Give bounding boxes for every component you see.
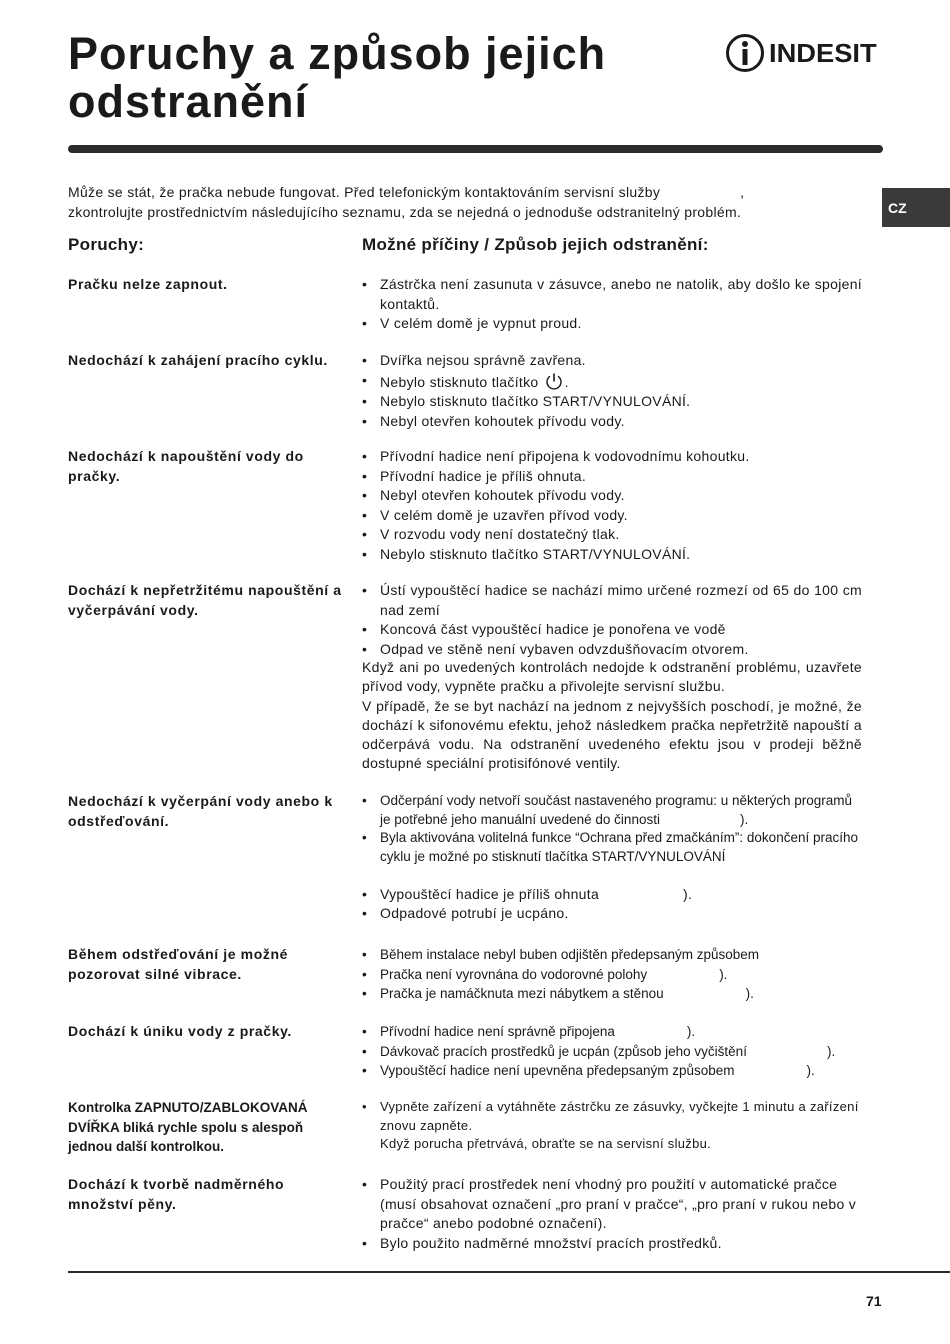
cause-list	[362, 581, 862, 659]
problem-label: Nedochází k vyčerpání vody anebo k odstřeďování.	[68, 793, 333, 829]
problem-label: Kontrolka ZAPNUTO/ZABLOKOVANÁ DVÍŘKA bliká rychle spolu s alespoň jednou další kontrolkou.	[68, 1100, 308, 1154]
cause-text: Přívodní hadice není správně připojena	[380, 1024, 615, 1039]
cause-item	[362, 1042, 862, 1062]
cause-text: Vypouštěcí hadice není upevněna předepsaným způsobem	[380, 1063, 735, 1078]
logo-wordmark: INDESIT	[769, 38, 877, 68]
cause-item: • Dvířka nejsou správně zavřena.	[362, 351, 862, 371]
cause-note-block	[362, 658, 862, 774]
cause-text-end: ).	[745, 986, 754, 1001]
page-title	[68, 30, 708, 126]
intro-paragraph	[68, 183, 828, 222]
cause-item: • Během instalace nebyl buben odjištěn předepsaným způsobem	[362, 945, 862, 965]
cause-text-end: ).	[719, 966, 728, 982]
cause-item	[362, 885, 862, 904]
intro-line-1: Může se stát, že pračka nebude fungovat. Před telefonickým kontaktováním servisní služby	[68, 184, 661, 200]
cause-text: Dávkovač pracích prostředků je ucpán (způsob jeho vyčištění	[380, 1043, 747, 1059]
cause-item: • Odpad ve stěně není vybaven odvzdušňovacím otvorem.	[362, 640, 862, 660]
intro-line-1-end: ,	[740, 184, 745, 200]
cause-item: • Koncová část vypouštěcí hadice je ponořena ve vodě	[362, 620, 862, 640]
causes-column-heading: Možné příčiny / Způsob jejich odstranění:	[362, 235, 709, 254]
cause-item: • V celém domě je uzavřen přívod vody.	[362, 506, 862, 526]
title-line-2: odstranění	[68, 76, 309, 127]
cause-item: • Nebyl otevřen kohoutek přívodu vody.	[362, 412, 862, 432]
language-tab-label: CZ	[888, 199, 907, 216]
cause-item	[362, 1061, 862, 1081]
cause-item: • Přívodní hadice není připojena k vodovodnímu kohoutku.	[362, 447, 862, 467]
cause-item: • Použitý prací prostředek není vhodný pro použití v automatické pračce (musí obsahovat označení „pro praní v pračce“, „pro praní v rukou nebo v pračce“ anebo podobné označení).	[362, 1175, 862, 1234]
cause-item	[362, 984, 862, 1004]
cause-item	[362, 965, 862, 985]
problem-label: Nedochází k zahájení pracího cyklu.	[68, 352, 328, 368]
cause-note: V případě, že se byt nachází na jednom z nejvyšších poschodí, je možné, že dochází k sifonovému efektu, jehož následkem pračka nepřetržitě napouští a odčerpává vodu. Na odstranění uvedeného efektu jsou v prodeji běžně dostupné speciální protisifónové ventily.	[362, 697, 862, 772]
cause-list	[362, 1175, 862, 1253]
power-button-icon	[544, 371, 564, 391]
problem-label: Dochází k nepřetržitému napouštění a vyčerpávání vody.	[68, 582, 342, 618]
cause-item: • V celém domě je vypnut proud.	[362, 314, 862, 334]
problem-label: Dochází k úniku vody z pračky.	[68, 1023, 292, 1039]
problems-column-heading: Poruchy:	[68, 235, 145, 254]
cause-text-end: .	[564, 373, 569, 390]
indesit-logo	[725, 33, 885, 73]
cause-item: • Nebylo stisknuto tlačítko START/VYNULOVÁNÍ.	[362, 392, 862, 412]
cause-item	[362, 371, 862, 393]
cause-text: Odčerpání vody netvoří součást nastaveného programu: u některých programů je potřebné jeho manuální uvedené do činnosti	[380, 793, 853, 827]
cause-list	[362, 792, 862, 922]
cause-list	[362, 1098, 862, 1135]
cause-item: • Nebyl otevřen kohoutek přívodu vody.	[362, 486, 862, 506]
cause-text-end: ).	[806, 1063, 815, 1078]
cause-text-end: ).	[686, 1024, 696, 1039]
page-number: 71	[866, 1293, 882, 1309]
cause-text: Nebylo stisknuto tlačítko	[380, 373, 539, 390]
cause-text-end: ).	[683, 886, 693, 902]
cause-item	[362, 1022, 862, 1042]
cause-list	[362, 1022, 862, 1081]
cause-item: • Bylo použito nadměrné množství pracích prostředků.	[362, 1234, 862, 1254]
cause-item: • Odpadové potrubí je ucpáno.	[362, 904, 862, 923]
cause-item: • V rozvodu vody není dostatečný tlak.	[362, 525, 862, 545]
problem-label: Dochází k tvorbě nadměrného množství pěny.	[68, 1176, 285, 1212]
cause-item: • Ústí vypouštěcí hadice se nachází mimo určené rozmezí od 65 do 100 cm nad zemí	[362, 581, 862, 620]
cause-item: • Nebylo stisknuto tlačítko START/VYNULOVÁNÍ.	[362, 545, 862, 565]
cause-list	[362, 945, 862, 1004]
cause-text: Vypouštěcí hadice je příliš ohnuta	[380, 886, 600, 902]
problem-label: Během odstřeďování je možné pozorovat silné vibrace.	[68, 946, 288, 982]
problem-label: Nedochází k napouštění vody do pračky.	[68, 448, 304, 484]
logo-i-circle-icon	[725, 33, 765, 73]
title-line-1: Poruchy a způsob jejich	[68, 28, 607, 79]
cause-list	[362, 351, 862, 431]
language-tab	[882, 188, 950, 227]
cause-text: Pračka je namáčknuta mezi nábytkem a stěnou	[380, 986, 664, 1001]
cause-list	[362, 275, 862, 334]
cause-list	[362, 447, 862, 564]
cause-item: • Vypněte zařízení a vytáhněte zástrčku ze zásuvky, vyčkejte 1 minutu a zařízení znovu zapněte.	[362, 1098, 862, 1135]
cause-item: • Přívodní hadice je příliš ohnuta.	[362, 467, 862, 487]
cause-text-end: ).	[739, 811, 749, 827]
cause-item	[362, 792, 862, 829]
cause-text: Pračka není vyrovnána do vodorovné polohy	[380, 966, 648, 982]
intro-line-2: zkontrolujte prostřednictvím následujícího seznamu, zda se nejedná o jednoduše odstranitelný problém.	[68, 203, 742, 220]
cause-item: • Byla aktivována volitelná funkce “Ochrana před zmačkáním”: dokončení pracího cyklu je možné po stisknutí tlačítka START/VYNULOVÁNÍ	[362, 829, 862, 866]
cause-note: Když ani po uvedených kontrolách nedojde k odstranění problému, uzavřete přívod vody, vypněte pračku a přivolejte servisní službu.	[362, 659, 862, 695]
cause-text-end: ).	[826, 1043, 836, 1059]
cause-item: • Zástrčka není zasunuta v zásuvce, anebo ne natolik, aby došlo ke spojení kontaktů.	[362, 275, 862, 314]
footer-divider	[68, 1271, 950, 1273]
problem-label: Pračku nelze zapnout.	[68, 276, 228, 292]
header-divider	[68, 145, 883, 153]
cause-note: Když porucha přetrvává, obraťte se na servisní službu.	[380, 1136, 712, 1151]
